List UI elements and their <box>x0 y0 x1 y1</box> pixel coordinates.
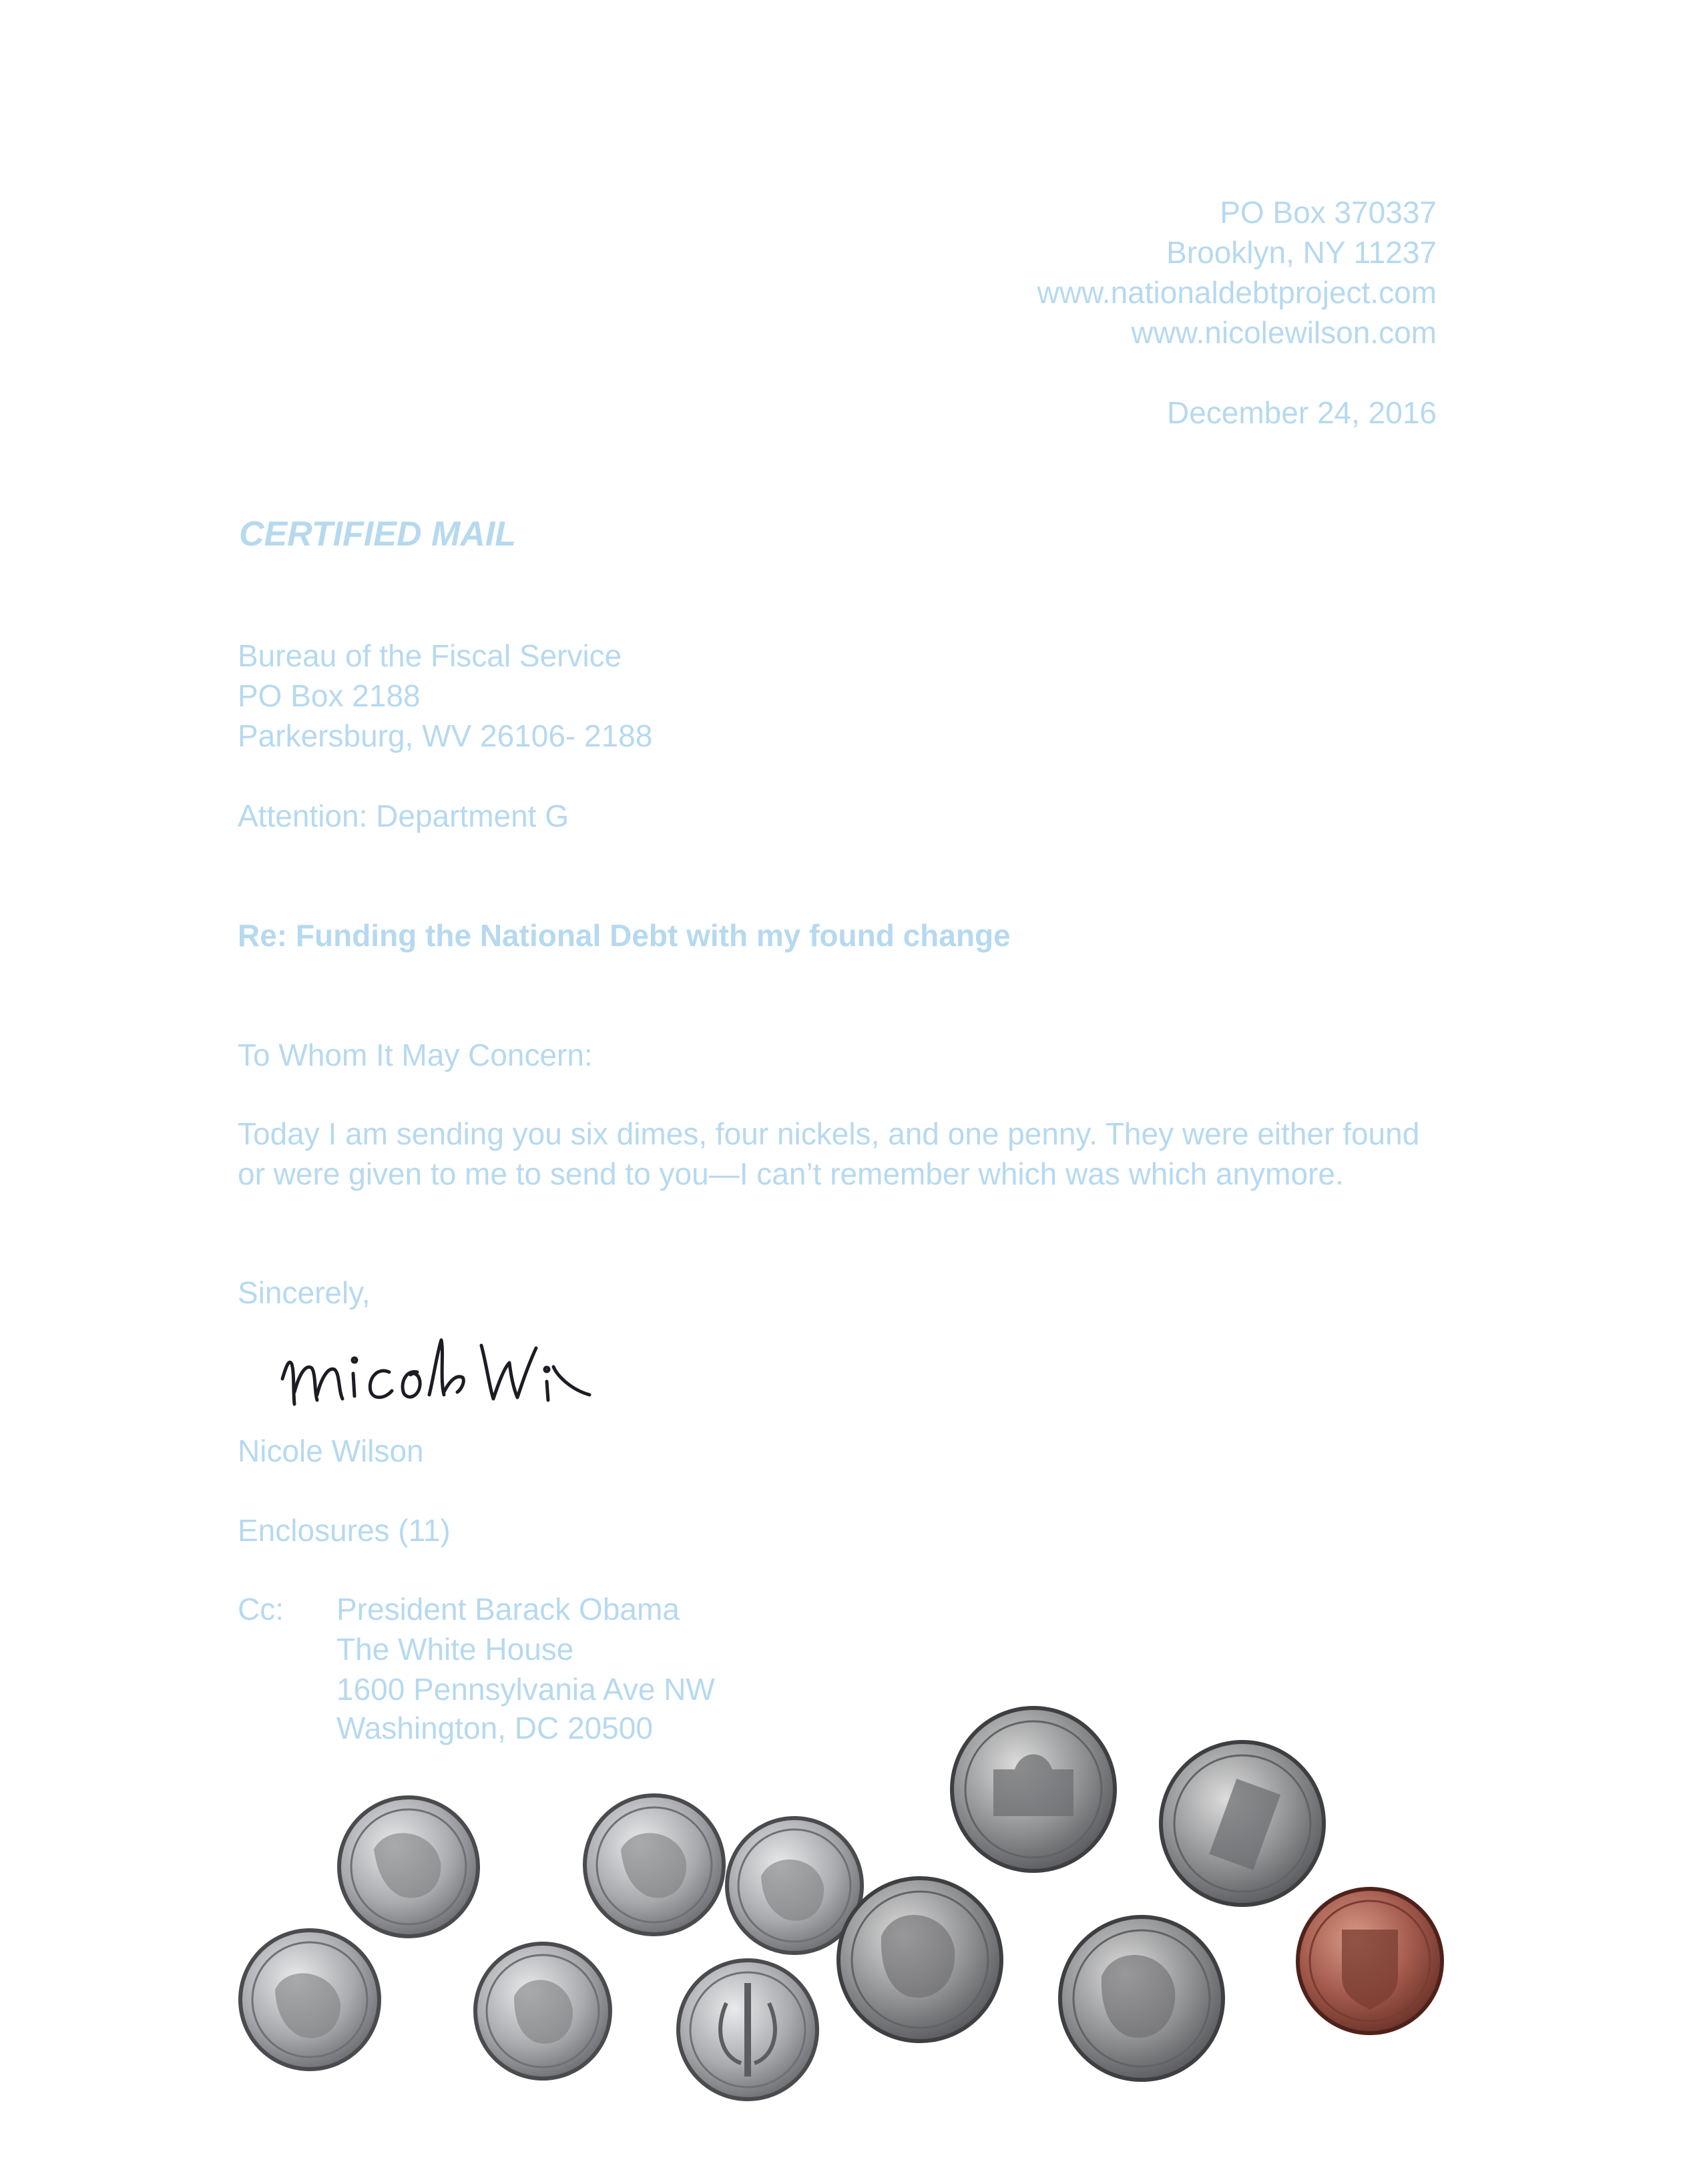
subject-line: Re: Funding the National Debt with my found change <box>238 918 1011 953</box>
nickel-coin <box>838 1878 1001 2041</box>
recipient-name: Bureau of the Fiscal Service <box>238 638 622 673</box>
recipient-po-box: PO Box 2188 <box>238 678 421 713</box>
attention-line: Attention: Department G <box>238 799 569 833</box>
dime-coin-torch <box>678 1960 817 2099</box>
letter-date: December 24, 2016 <box>1166 395 1437 430</box>
cc-name: President Barack Obama <box>336 1592 680 1626</box>
cc-org: The White House <box>336 1632 574 1667</box>
recipient-city-line: Parkersburg, WV 26106- 2188 <box>238 718 653 753</box>
salutation: To Whom It May Concern: <box>238 1038 593 1072</box>
closing: Sincerely, <box>238 1275 371 1310</box>
mail-type-heading: CERTIFIED MAIL <box>239 515 517 554</box>
penny-coin <box>1298 1889 1442 2033</box>
nickel-coin <box>952 1708 1115 1871</box>
sender-po-box: PO Box 370337 <box>1220 195 1437 230</box>
dime-coin <box>475 1944 610 2079</box>
sender-city-line: Brooklyn, NY 11237 <box>1166 235 1437 270</box>
dime-coin <box>240 1930 379 2069</box>
dime-coin <box>585 1795 724 1934</box>
signer-name: Nicole Wilson <box>238 1434 424 1468</box>
nickel-coin <box>1161 1742 1324 1905</box>
body-paragraph: Today I am sending you six dimes, four nickels, and one penny. They were either found or were given to me to send to you—I can’t remember which was which anymore. <box>238 1116 1420 1191</box>
enclosures-line: Enclosures (11) <box>238 1513 451 1548</box>
nickel-coin <box>1060 1917 1223 2080</box>
cc-street: 1600 Pennsylvania Ave NW <box>336 1672 715 1707</box>
cc-label: Cc: <box>238 1592 284 1626</box>
sender-website-2: www.nicolewilson.com <box>1131 315 1437 350</box>
dime-coin <box>339 1797 478 1936</box>
sender-website-1: www.nationaldebtproject.com <box>1037 275 1437 310</box>
cc-city-line: Washington, DC 20500 <box>336 1711 653 1745</box>
